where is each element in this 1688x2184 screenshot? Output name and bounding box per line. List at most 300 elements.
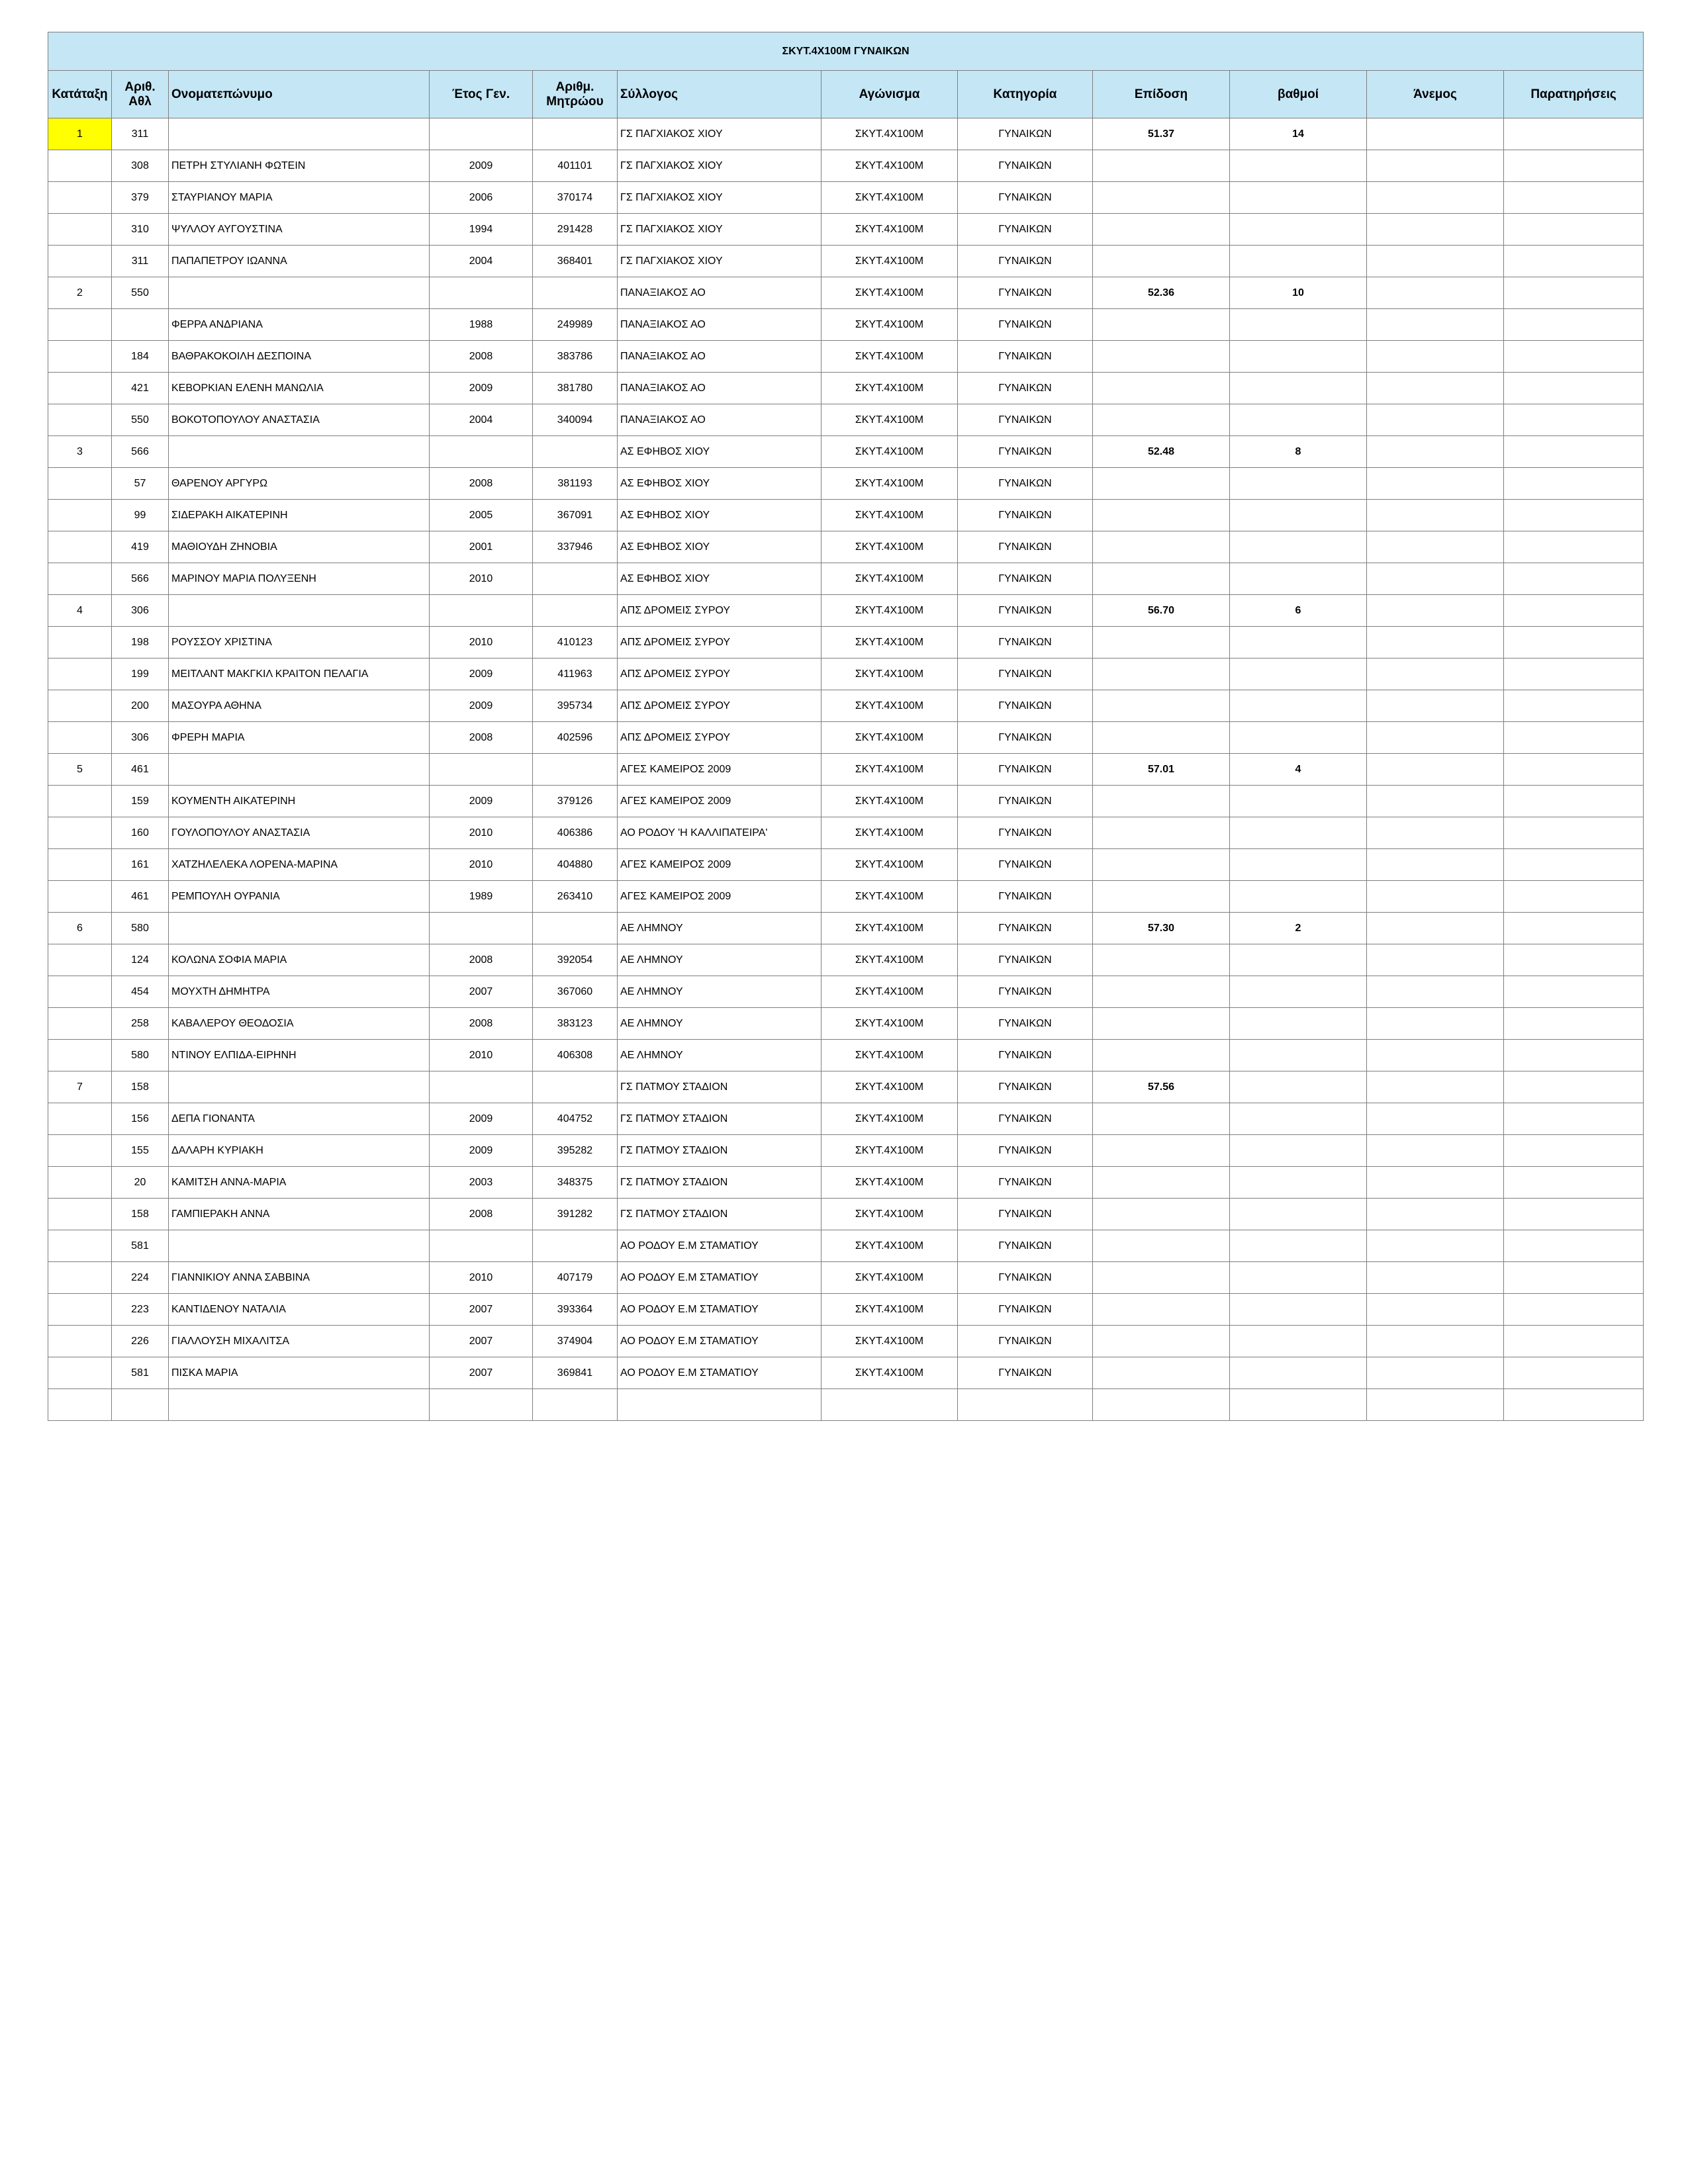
cell-name: ΠΙΣΚΑ ΜΑΡΙΑ: [169, 1357, 430, 1389]
cell-rank: [48, 690, 112, 722]
cell-year: 1988: [430, 309, 533, 341]
cell-performance: [1093, 1294, 1230, 1326]
cell-wind: [1367, 1199, 1504, 1230]
cell-wind: [1367, 341, 1504, 373]
cell-name: ΓΑΜΠΙΕΡΑΚΗ ΑΝΝΑ: [169, 1199, 430, 1230]
cell-notes: [1504, 1230, 1644, 1262]
cell-notes: [1504, 976, 1644, 1008]
cell-registry: 392054: [533, 944, 618, 976]
cell-registry: 395282: [533, 1135, 618, 1167]
cell-registry: 393364: [533, 1294, 618, 1326]
cell-rank: [48, 881, 112, 913]
cell-year: 2005: [430, 500, 533, 531]
cell-points: [1230, 1008, 1367, 1040]
cell-year: [430, 1230, 533, 1262]
cell-club: ΑΕ ΛΗΜΝΟΥ: [618, 976, 821, 1008]
cell-year: [430, 1389, 533, 1421]
cell-event: ΣΚΥΤ.4Χ100Μ: [821, 913, 958, 944]
cell-category: ΓΥΝΑΙΚΩΝ: [958, 341, 1093, 373]
cell-points: [1230, 1326, 1367, 1357]
cell-name: ΓΟΥΛΟΠΟΥΛΟΥ ΑΝΑΣΤΑΣΙΑ: [169, 817, 430, 849]
cell-notes: [1504, 1103, 1644, 1135]
cell-registry: [533, 1389, 618, 1421]
cell-club: ΑΓΕΣ ΚΑΜΕΙΡΟΣ 2009: [618, 754, 821, 786]
cell-notes: [1504, 277, 1644, 309]
cell-points: [1230, 690, 1367, 722]
table-row: [48, 754, 1644, 786]
cell-wind: [1367, 1135, 1504, 1167]
cell-notes: [1504, 722, 1644, 754]
cell-year: 2007: [430, 1326, 533, 1357]
cell-wind: [1367, 754, 1504, 786]
cell-year: 2001: [430, 531, 533, 563]
cell-name: ΡΕΜΠΟΥΛΗ ΟΥΡΑΝΙΑ: [169, 881, 430, 913]
cell-performance: [1093, 309, 1230, 341]
cell-category: ΓΥΝΑΙΚΩΝ: [958, 1103, 1093, 1135]
cell-wind: [1367, 182, 1504, 214]
cell-registry: 383123: [533, 1008, 618, 1040]
cell-club: ΠΑΝΑΞΙΑΚΟΣ ΑΟ: [618, 404, 821, 436]
cell-year: 2009: [430, 373, 533, 404]
cell-notes: [1504, 214, 1644, 246]
table-row: [48, 1294, 1644, 1326]
cell-notes: [1504, 500, 1644, 531]
cell-performance: [1093, 1357, 1230, 1389]
cell-performance: [1093, 246, 1230, 277]
cell-name: ΒΟΚΟΤΟΠΟΥΛΟΥ ΑΝΑΣΤΑΣΙΑ: [169, 404, 430, 436]
cell-notes: [1504, 118, 1644, 150]
cell-name: ΜΑΣΟΥΡΑ ΑΘΗΝΑ: [169, 690, 430, 722]
cell-category: ΓΥΝΑΙΚΩΝ: [958, 468, 1093, 500]
cell-event: ΣΚΥΤ.4Χ100Μ: [821, 468, 958, 500]
cell-performance: [1093, 1008, 1230, 1040]
table-row: [48, 690, 1644, 722]
cell-name: ΚΟΥΜΕΝΤΗ ΑΙΚΑΤΕΡΙΝΗ: [169, 786, 430, 817]
cell-points: [1230, 1040, 1367, 1071]
cell-wind: [1367, 849, 1504, 881]
cell-club: ΑΕ ΛΗΜΝΟΥ: [618, 913, 821, 944]
cell-year: [430, 436, 533, 468]
cell-registry: 395734: [533, 690, 618, 722]
cell-year: [430, 913, 533, 944]
cell-wind: [1367, 563, 1504, 595]
cell-notes: [1504, 881, 1644, 913]
cell-bib: 20: [112, 1167, 169, 1199]
cell-club: ΑΕ ΛΗΜΝΟΥ: [618, 1008, 821, 1040]
table-row: [48, 1008, 1644, 1040]
cell-notes: [1504, 246, 1644, 277]
cell-notes: [1504, 1357, 1644, 1389]
table-row: [48, 468, 1644, 500]
cell-category: ΓΥΝΑΙΚΩΝ: [958, 118, 1093, 150]
header-points: βαθμοί: [1230, 71, 1367, 118]
cell-year: 2010: [430, 563, 533, 595]
cell-category: ΓΥΝΑΙΚΩΝ: [958, 1008, 1093, 1040]
cell-club: ΑΣ ΕΦΗΒΟΣ ΧΙΟΥ: [618, 563, 821, 595]
cell-registry: [533, 277, 618, 309]
cell-registry: 391282: [533, 1199, 618, 1230]
cell-year: 2008: [430, 944, 533, 976]
cell-club: ΓΣ ΠΑΓΧΙΑΚΟΣ ΧΙΟΥ: [618, 246, 821, 277]
cell-year: 2007: [430, 976, 533, 1008]
table-row: [48, 1389, 1644, 1421]
cell-rank: 4: [48, 595, 112, 627]
cell-bib: 224: [112, 1262, 169, 1294]
table-row: [48, 659, 1644, 690]
cell-performance: 51.37: [1093, 118, 1230, 150]
cell-points: [1230, 563, 1367, 595]
cell-notes: [1504, 690, 1644, 722]
cell-event: ΣΚΥΤ.4Χ100Μ: [821, 1199, 958, 1230]
cell-notes: [1504, 1389, 1644, 1421]
cell-wind: [1367, 500, 1504, 531]
cell-wind: [1367, 1040, 1504, 1071]
cell-bib: 161: [112, 849, 169, 881]
cell-category: ΓΥΝΑΙΚΩΝ: [958, 1230, 1093, 1262]
cell-bib: 581: [112, 1230, 169, 1262]
cell-points: 10: [1230, 277, 1367, 309]
cell-category: ΓΥΝΑΙΚΩΝ: [958, 976, 1093, 1008]
cell-event: ΣΚΥΤ.4Χ100Μ: [821, 690, 958, 722]
cell-rank: [48, 531, 112, 563]
cell-notes: [1504, 1071, 1644, 1103]
header-row: [48, 71, 1644, 118]
cell-name: ΠΕΤΡΗ ΣΤΥΛΙΑΝΗ ΦΩΤΕΙΝ: [169, 150, 430, 182]
header-name: Ονοματεπώνυμο: [169, 71, 430, 118]
cell-name: ΓΙΑΝΝΙΚΙΟΥ ΑΝΝΑ ΣΑΒΒΙΝΑ: [169, 1262, 430, 1294]
cell-notes: [1504, 468, 1644, 500]
cell-points: [1230, 976, 1367, 1008]
cell-points: [1230, 849, 1367, 881]
cell-club: ΓΣ ΠΑΤΜΟΥ ΣΤΑΔΙΟΝ: [618, 1103, 821, 1135]
cell-bib: 566: [112, 436, 169, 468]
cell-points: [1230, 1071, 1367, 1103]
cell-wind: [1367, 786, 1504, 817]
cell-wind: [1367, 881, 1504, 913]
cell-category: [958, 1389, 1093, 1421]
table-body: [48, 118, 1644, 1421]
cell-category: ΓΥΝΑΙΚΩΝ: [958, 881, 1093, 913]
cell-name: ΒΑΘΡΑΚΟΚΟΙΛΗ ΔΕΣΠΟΙΝΑ: [169, 341, 430, 373]
cell-bib: 184: [112, 341, 169, 373]
cell-notes: [1504, 1167, 1644, 1199]
cell-event: ΣΚΥΤ.4Χ100Μ: [821, 1357, 958, 1389]
cell-wind: [1367, 944, 1504, 976]
cell-rank: [48, 944, 112, 976]
cell-bib: 155: [112, 1135, 169, 1167]
table-row: [48, 627, 1644, 659]
cell-performance: [1093, 500, 1230, 531]
cell-performance: [1093, 1199, 1230, 1230]
cell-rank: [48, 1199, 112, 1230]
cell-registry: 404752: [533, 1103, 618, 1135]
cell-points: [1230, 373, 1367, 404]
cell-performance: 52.36: [1093, 277, 1230, 309]
cell-performance: 57.30: [1093, 913, 1230, 944]
table-row: [48, 786, 1644, 817]
cell-points: [1230, 1135, 1367, 1167]
header-registry: Αριθμ. Μητρώου: [533, 71, 618, 118]
cell-notes: [1504, 595, 1644, 627]
cell-bib: 199: [112, 659, 169, 690]
cell-club: ΑΠΣ ΔΡΟΜΕΙΣ ΣΥΡΟΥ: [618, 690, 821, 722]
cell-bib: 461: [112, 881, 169, 913]
cell-notes: [1504, 754, 1644, 786]
cell-year: 2008: [430, 1008, 533, 1040]
cell-event: ΣΚΥΤ.4Χ100Μ: [821, 659, 958, 690]
cell-club: ΑΣ ΕΦΗΒΟΣ ΧΙΟΥ: [618, 531, 821, 563]
cell-rank: [48, 1357, 112, 1389]
cell-points: [1230, 786, 1367, 817]
cell-category: ΓΥΝΑΙΚΩΝ: [958, 690, 1093, 722]
header-category: Κατηγορία: [958, 71, 1093, 118]
cell-category: ΓΥΝΑΙΚΩΝ: [958, 1294, 1093, 1326]
cell-performance: [1093, 1389, 1230, 1421]
cell-rank: [48, 214, 112, 246]
cell-bib: 198: [112, 627, 169, 659]
cell-points: [1230, 1357, 1367, 1389]
cell-club: ΓΣ ΠΑΓΧΙΑΚΟΣ ΧΙΟΥ: [618, 214, 821, 246]
cell-event: ΣΚΥΤ.4Χ100Μ: [821, 309, 958, 341]
cell-rank: [48, 246, 112, 277]
cell-rank: [48, 1167, 112, 1199]
cell-registry: 406386: [533, 817, 618, 849]
cell-name: ΠΑΠΑΠΕΤΡΟΥ ΙΩΑΝΝΑ: [169, 246, 430, 277]
cell-year: 2007: [430, 1357, 533, 1389]
cell-bib: 158: [112, 1199, 169, 1230]
cell-wind: [1367, 277, 1504, 309]
header-performance: Επίδοση: [1093, 71, 1230, 118]
cell-rank: [48, 1262, 112, 1294]
cell-performance: [1093, 182, 1230, 214]
cell-notes: [1504, 531, 1644, 563]
cell-year: 2009: [430, 1135, 533, 1167]
cell-year: 2010: [430, 849, 533, 881]
cell-bib: 311: [112, 118, 169, 150]
cell-points: [1230, 881, 1367, 913]
cell-year: [430, 595, 533, 627]
table-row: [48, 309, 1644, 341]
cell-registry: [533, 118, 618, 150]
table-row: [48, 373, 1644, 404]
cell-wind: [1367, 404, 1504, 436]
cell-notes: [1504, 817, 1644, 849]
table-row: [48, 150, 1644, 182]
cell-bib: 308: [112, 150, 169, 182]
cell-rank: [48, 1008, 112, 1040]
table-row: [48, 404, 1644, 436]
cell-performance: [1093, 1167, 1230, 1199]
cell-notes: [1504, 1326, 1644, 1357]
cell-bib: 306: [112, 722, 169, 754]
cell-points: [1230, 246, 1367, 277]
cell-year: 2010: [430, 817, 533, 849]
header-wind: Άνεμος: [1367, 71, 1504, 118]
cell-event: ΣΚΥΤ.4Χ100Μ: [821, 150, 958, 182]
cell-bib: 158: [112, 1071, 169, 1103]
cell-wind: [1367, 690, 1504, 722]
cell-bib: 258: [112, 1008, 169, 1040]
cell-rank: [48, 500, 112, 531]
cell-rank: [48, 659, 112, 690]
cell-performance: [1093, 404, 1230, 436]
cell-notes: [1504, 341, 1644, 373]
cell-year: 2008: [430, 722, 533, 754]
table-row: [48, 531, 1644, 563]
cell-category: ΓΥΝΑΙΚΩΝ: [958, 182, 1093, 214]
cell-wind: [1367, 1071, 1504, 1103]
cell-rank: [48, 468, 112, 500]
cell-points: [1230, 1199, 1367, 1230]
cell-year: [430, 1071, 533, 1103]
cell-performance: 56.70: [1093, 595, 1230, 627]
cell-wind: [1367, 1294, 1504, 1326]
cell-name: ΔΑΛΑΡΗ ΚΥΡΙΑΚΗ: [169, 1135, 430, 1167]
cell-registry: [533, 754, 618, 786]
table-row: [48, 1199, 1644, 1230]
cell-event: [821, 1389, 958, 1421]
cell-bib: 223: [112, 1294, 169, 1326]
cell-category: ΓΥΝΑΙΚΩΝ: [958, 563, 1093, 595]
cell-notes: [1504, 659, 1644, 690]
cell-category: ΓΥΝΑΙΚΩΝ: [958, 1326, 1093, 1357]
cell-rank: [48, 722, 112, 754]
cell-name: [169, 1230, 430, 1262]
cell-registry: [533, 595, 618, 627]
cell-points: [1230, 531, 1367, 563]
cell-bib: 159: [112, 786, 169, 817]
cell-category: ΓΥΝΑΙΚΩΝ: [958, 1167, 1093, 1199]
cell-notes: [1504, 786, 1644, 817]
cell-club: ΑΕ ΛΗΜΝΟΥ: [618, 944, 821, 976]
cell-event: ΣΚΥΤ.4Χ100Μ: [821, 1326, 958, 1357]
table-row: [48, 849, 1644, 881]
header-club: Σύλλογος: [618, 71, 821, 118]
cell-performance: [1093, 468, 1230, 500]
cell-points: [1230, 468, 1367, 500]
cell-bib: 306: [112, 595, 169, 627]
cell-name: [169, 1071, 430, 1103]
cell-category: ΓΥΝΑΙΚΩΝ: [958, 373, 1093, 404]
cell-performance: [1093, 1262, 1230, 1294]
cell-event: ΣΚΥΤ.4Χ100Μ: [821, 595, 958, 627]
cell-category: ΓΥΝΑΙΚΩΝ: [958, 1040, 1093, 1071]
cell-notes: [1504, 1262, 1644, 1294]
cell-rank: [48, 150, 112, 182]
cell-rank: [48, 976, 112, 1008]
cell-bib: 200: [112, 690, 169, 722]
cell-year: 2007: [430, 1294, 533, 1326]
cell-notes: [1504, 563, 1644, 595]
cell-event: ΣΚΥΤ.4Χ100Μ: [821, 500, 958, 531]
table-title: ΣΚΥΤ.4Χ100Μ ΓΥΝΑΙΚΩΝ: [48, 32, 1644, 71]
cell-points: [1230, 341, 1367, 373]
cell-wind: [1367, 976, 1504, 1008]
cell-registry: 337946: [533, 531, 618, 563]
cell-registry: 407179: [533, 1262, 618, 1294]
cell-year: 2008: [430, 468, 533, 500]
cell-event: ΣΚΥΤ.4Χ100Μ: [821, 627, 958, 659]
cell-registry: 340094: [533, 404, 618, 436]
table-row: [48, 1071, 1644, 1103]
cell-performance: [1093, 722, 1230, 754]
cell-category: ΓΥΝΑΙΚΩΝ: [958, 722, 1093, 754]
cell-event: ΣΚΥΤ.4Χ100Μ: [821, 277, 958, 309]
cell-event: ΣΚΥΤ.4Χ100Μ: [821, 373, 958, 404]
cell-registry: 404880: [533, 849, 618, 881]
cell-name: ΦΕΡΡΑ ΑΝΔΡΙΑΝΑ: [169, 309, 430, 341]
cell-wind: [1367, 1357, 1504, 1389]
cell-name: ΣΤΑΥΡΙΑΝΟΥ ΜΑΡΙΑ: [169, 182, 430, 214]
table-row: [48, 722, 1644, 754]
cell-year: 2008: [430, 1199, 533, 1230]
cell-performance: [1093, 1040, 1230, 1071]
cell-notes: [1504, 1040, 1644, 1071]
cell-name: ΚΑΜΙΤΣΗ ΑΝΝΑ-ΜΑΡΙΑ: [169, 1167, 430, 1199]
cell-registry: 402596: [533, 722, 618, 754]
cell-rank: [48, 1326, 112, 1357]
cell-registry: 367091: [533, 500, 618, 531]
cell-category: ΓΥΝΑΙΚΩΝ: [958, 436, 1093, 468]
cell-name: ΓΙΑΛΛΟΥΣΗ ΜΙΧΑΛΙΤΣΑ: [169, 1326, 430, 1357]
cell-rank: [48, 1103, 112, 1135]
cell-category: ΓΥΝΑΙΚΩΝ: [958, 531, 1093, 563]
cell-points: [1230, 182, 1367, 214]
cell-rank: 3: [48, 436, 112, 468]
cell-rank: [48, 341, 112, 373]
cell-club: ΑΠΣ ΔΡΟΜΕΙΣ ΣΥΡΟΥ: [618, 595, 821, 627]
cell-bib: 419: [112, 531, 169, 563]
cell-registry: 381780: [533, 373, 618, 404]
cell-bib: 310: [112, 214, 169, 246]
cell-category: ΓΥΝΑΙΚΩΝ: [958, 246, 1093, 277]
cell-category: ΓΥΝΑΙΚΩΝ: [958, 1071, 1093, 1103]
cell-notes: [1504, 182, 1644, 214]
cell-bib: 580: [112, 1040, 169, 1071]
cell-year: 2009: [430, 690, 533, 722]
cell-club: ΑΠΣ ΔΡΟΜΕΙΣ ΣΥΡΟΥ: [618, 627, 821, 659]
table-row: [48, 500, 1644, 531]
cell-event: ΣΚΥΤ.4Χ100Μ: [821, 182, 958, 214]
cell-rank: [48, 1230, 112, 1262]
cell-registry: 369841: [533, 1357, 618, 1389]
cell-year: 2009: [430, 150, 533, 182]
cell-notes: [1504, 849, 1644, 881]
cell-event: ΣΚΥΤ.4Χ100Μ: [821, 849, 958, 881]
table-row: [48, 1135, 1644, 1167]
cell-bib: 421: [112, 373, 169, 404]
header-event: Αγώνισμα: [821, 71, 958, 118]
cell-bib: 156: [112, 1103, 169, 1135]
cell-registry: 249989: [533, 309, 618, 341]
cell-wind: [1367, 595, 1504, 627]
table-row: [48, 182, 1644, 214]
cell-points: [1230, 1262, 1367, 1294]
cell-performance: [1093, 817, 1230, 849]
cell-notes: [1504, 913, 1644, 944]
cell-wind: [1367, 1167, 1504, 1199]
cell-performance: 57.56: [1093, 1071, 1230, 1103]
cell-category: ΓΥΝΑΙΚΩΝ: [958, 404, 1093, 436]
cell-event: ΣΚΥΤ.4Χ100Μ: [821, 404, 958, 436]
table-row: [48, 436, 1644, 468]
cell-bib: 580: [112, 913, 169, 944]
cell-performance: [1093, 627, 1230, 659]
cell-points: [1230, 1103, 1367, 1135]
cell-performance: [1093, 373, 1230, 404]
cell-year: [430, 754, 533, 786]
cell-performance: [1093, 976, 1230, 1008]
